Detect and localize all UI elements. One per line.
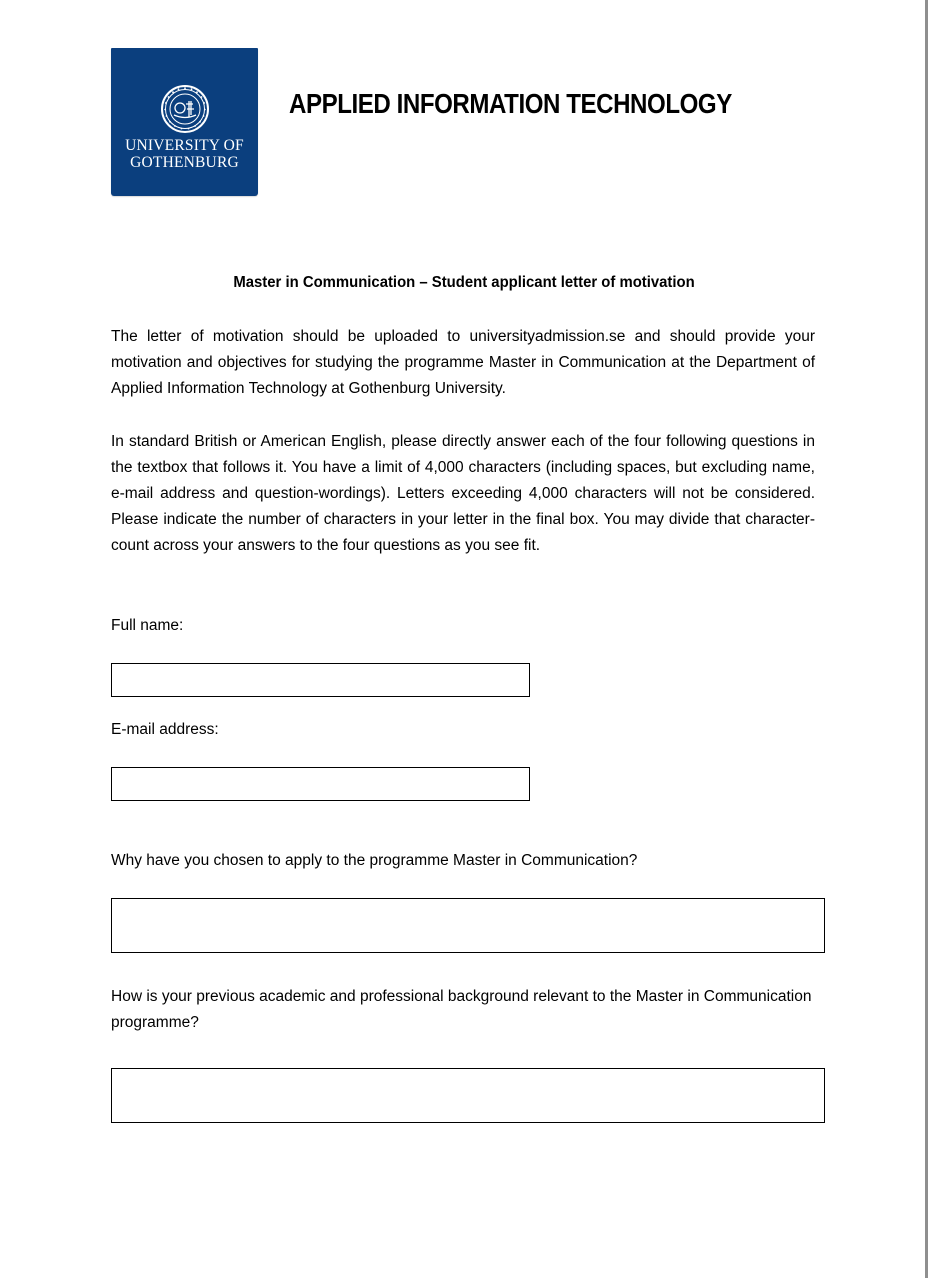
instructions-paragraph: In standard British or American English, please directly answer each of the four following questions in the textbox that follows it. You have a limit of 4,000 characters (including spaces, but excluding name, e-mail address and question-wordings). Letters exceeding 4,000 characters will not be considered. Please indicate the number of characters in your letter in the final box. You may divide that character-count across your answers to the four questions as you see fit. — [111, 433, 815, 554]
question-1-answer-box[interactable] — [111, 898, 825, 953]
document-title-text: Master in Communication – Student applicant letter of motivation — [233, 274, 695, 291]
university-logo — [111, 48, 258, 196]
logo-text-line2: GOTHENBURG — [130, 154, 239, 171]
question-2-answer-box[interactable] — [111, 1068, 825, 1123]
university-seal-icon — [160, 84, 210, 134]
full-name-label: Full name: — [111, 617, 184, 634]
document-title — [0, 274, 928, 292]
full-name-field[interactable] — [111, 663, 530, 697]
question-2-label: How is your previous academic and professional background relevant to the Master in Communication programme? — [111, 988, 812, 1031]
intro-paragraph: The letter of motivation should be uploaded to universityadmission.se and should provide your motivation and objectives for studying the programme Master in Communication at the Department of Applied Information Technology at Gothenburg University. — [111, 328, 815, 397]
question-1-label: Why have you chosen to apply to the programme Master in Communication? — [111, 852, 638, 869]
department-title: APPLIED INFORMATION TECHNOLOGY — [289, 88, 732, 119]
email-label: E-mail address: — [111, 721, 219, 738]
logo-text-line1: UNIVERSITY OF — [125, 137, 244, 154]
email-field[interactable] — [111, 767, 530, 801]
